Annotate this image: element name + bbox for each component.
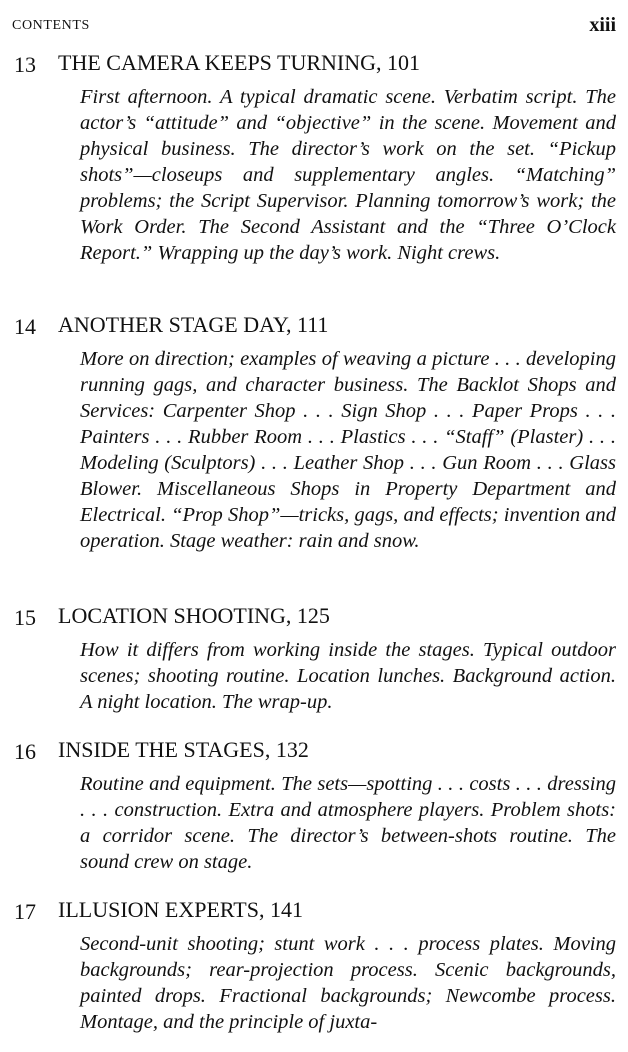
- chapter-title: ILLUSION EXPERTS, 141: [58, 897, 303, 922]
- toc-entry-heading: [0, 737, 628, 767]
- chapter-title: INSIDE THE STAGES, 132: [58, 737, 309, 762]
- chapter-number: 14: [14, 314, 36, 339]
- toc-entry-heading: [0, 603, 628, 633]
- toc-entry-heading: [0, 897, 628, 927]
- page-number: xiii: [589, 14, 616, 36]
- chapter-title: LOCATION SHOOTING, 125: [58, 603, 330, 628]
- chapter-description: How it differs from working inside the stages. Typical outdoor scenes; shooting routine. Location lunches. Background action. A night location. The wrap-up.: [80, 639, 616, 713]
- toc-entry-heading: [0, 312, 628, 342]
- chapter-number: 17: [14, 899, 36, 924]
- chapter-description: Second-unit shooting; stunt work . . . process plates. Moving backgrounds; rear-projection process. Scenic backgrounds, painted drops. Fractional backgrounds; Newcombe process. Montage, and the principle of juxta-: [80, 933, 616, 1033]
- chapter-description: More on direction; examples of weaving a picture . . . developing running gags, and character business. The Backlot Shops and Services: Carpenter Shop . . . Sign Shop . . . Paper Props . . . Painters . . . Rubber Room . . . Plastics . . . “Staff” (Plaster) . . . Modeling (Sculptors) . . . Leather Shop . . . Gun Room . . . Glass Blower. Miscellaneous Shops in Property Department and Electrical. “Prop Shop”—tricks, gags, and effects; invention and operation. Stage weather: rain and snow.: [80, 348, 616, 552]
- chapter-number: 13: [14, 52, 36, 77]
- chapter-title: THE CAMERA KEEPS TURNING, 101: [58, 50, 421, 75]
- chapter-title: ANOTHER STAGE DAY, 111: [58, 312, 329, 337]
- chapter-number: 16: [14, 739, 36, 764]
- chapter-description: Routine and equipment. The sets—spotting . . . costs . . . dressing . . . construction. Extra and atmosphere players. Problem shots: a corridor scene. The director’s between-shots routine. The sound crew on stage.: [80, 773, 616, 873]
- page-header: [12, 14, 616, 44]
- running-head: CONTENTS: [12, 18, 90, 33]
- chapter-description: First afternoon. A typical dramatic scene. Verbatim script. The actor’s “attitude” and “objective” in the scene. Movement and physical business. The director’s work on the set. “Pickup shots”—closeups and supplementary angles. “Matching” problems; the Script Supervisor. Planning tomorrow’s work; the Work Order. The Second Assistant and the “Three O’Clock Report.” Wrapping up the day’s work. Night crews.: [80, 86, 616, 264]
- chapter-number: 15: [14, 605, 36, 630]
- toc-entry-heading: [0, 50, 628, 80]
